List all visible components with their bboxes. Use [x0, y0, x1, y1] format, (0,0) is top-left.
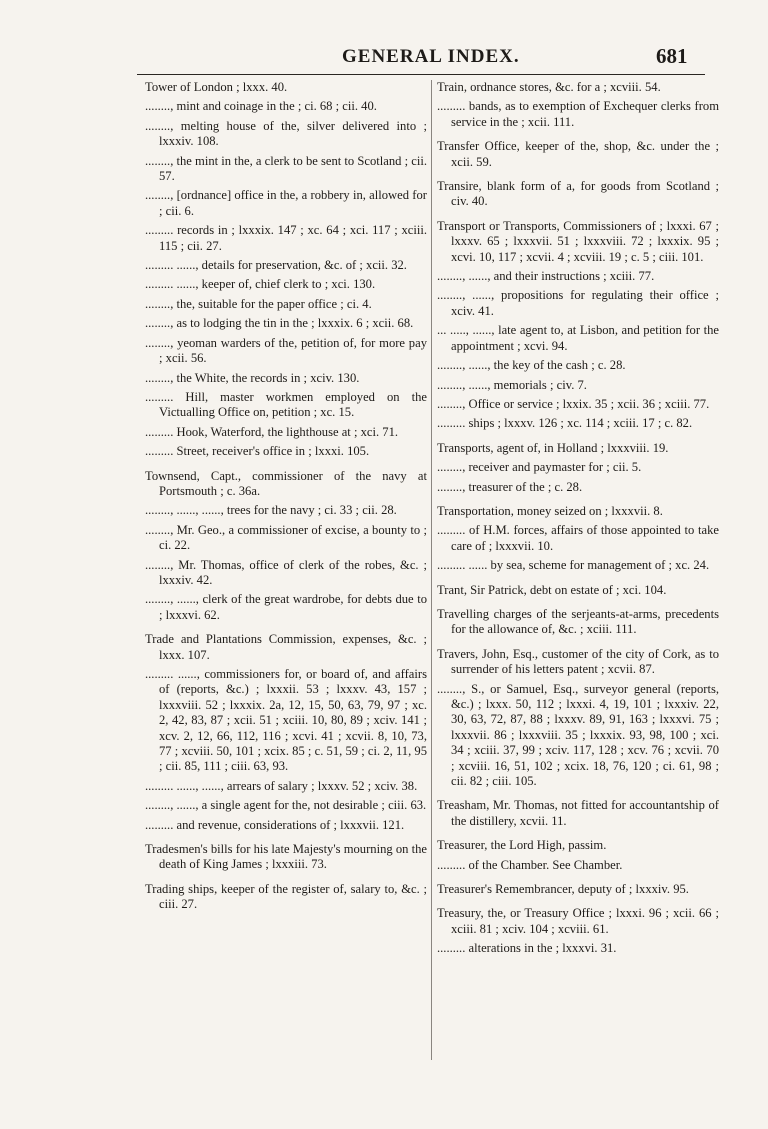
index-entry: Transport or Transports, Commissioners of ; lxxxi. 67 ; lxxxv. 65 ; lxxxvii. 51 ; lxxxviii. 72 ; lxxxix. 95 ; xcvi. 10, 117 ; xcvii. 4 ; xcviii. 19 ; c. 5 ; ciii. 101. [437, 218, 719, 264]
index-entry: ......... Street, receiver's office in ; lxxxi. 105. [145, 444, 370, 459]
index-entry: ........, ......, a single agent for the, not desirable ; ciii. 63. [145, 798, 427, 813]
index-entry: Trading ships, keeper of the register of, salary to, &c. ; ciii. 27. [145, 881, 427, 912]
header-rule [137, 74, 705, 75]
index-entry: ........, ......, propositions for regulating their office ; xciv. 41. [437, 288, 719, 318]
index-entry: Treasurer's Remembrancer, deputy of ; lxxxiv. 95. [437, 882, 689, 897]
index-entry: ........, ......, ......, trees for the navy ; ci. 33 ; cii. 28. [145, 503, 397, 518]
index-entry: Trade and Plantations Commission, expenses, &c. ; lxxx. 107. [145, 632, 427, 662]
index-entry: ........, [ordnance] office in the, a robbery in, allowed for ; cii. 6. [145, 188, 427, 218]
index-entry: Trant, Sir Patrick, debt on estate of ; xci. 104. [437, 582, 667, 597]
index-entry: ... ....., ......, late agent to, at Lisbon, and petition for the appointment ; xcvi. 94. [437, 323, 719, 353]
index-entry: ........, ......, and their instructions ; xciii. 77. [437, 269, 655, 284]
running-head [0, 44, 768, 74]
index-entry: Treasury, the, or Treasury Office ; lxxxi. 96 ; xcii. 66 ; xciii. 81 ; xciv. 104 ; xcviii. 61. [437, 906, 719, 936]
index-entry: Transportation, money seized on ; lxxxvii. 8. [437, 503, 663, 518]
index-entry: ........, ......, memorials ; civ. 7. [437, 377, 587, 392]
index-entry: Travers, John, Esq., customer of the city of Cork, as to surrender of his letters patent ; xcvii. 87. [437, 646, 719, 677]
index-entry: ........, the mint in the, a clerk to be sent to Scotland ; cii. 57. [145, 153, 427, 184]
index-entry: Tradesmen's bills for his late Majesty's mourning on the death of King James ; lxxxiii. 73. [145, 842, 427, 872]
index-entry: ......... ......, details for preservation, &c. of ; xcii. 32. [145, 258, 407, 273]
index-entry: ........, as to lodging the tin in the ; lxxxix. 6 ; xcii. 68. [145, 316, 414, 331]
index-entry: ........, Office or service ; lxxix. 35 ; xcii. 36 ; xciii. 77. [437, 396, 710, 411]
index-entry: ......... and revenue, considerations of ; lxxxvii. 121. [145, 817, 405, 832]
index-entry: ........, yeoman warders of the, petition of, for more pay ; xcii. 56. [145, 335, 427, 366]
index-entry: ........, the, suitable for the paper office ; ci. 4. [145, 296, 372, 311]
index-entry: ......... Hill, master workmen employed on the Victualling Office on, petition ; xc. 15. [145, 389, 427, 420]
index-entry: Transports, agent of, in Holland ; lxxxviii. 19. [437, 440, 669, 455]
page-title: GENERAL INDEX. [342, 46, 520, 67]
index-entry: ......... of H.M. forces, affairs of those appointed to take care of ; lxxxvii. 10. [437, 523, 719, 553]
index-entry: ........, treasurer of the ; c. 28. [437, 479, 583, 494]
index-entry: Treasham, Mr. Thomas, not fitted for accountantship of the distillery, xcvii. 11. [437, 798, 719, 828]
index-entry: Travelling charges of the serjeants-at-arms, precedents for the allowance of, &c. ; xciii. 111. [437, 606, 719, 637]
index-entry: ......... of the Chamber. See Chamber. [437, 857, 623, 872]
index-entry: Tower of London ; lxxx. 40. [145, 80, 288, 94]
index-entry: Townsend, Capt., commissioner of the navy at Portsmouth ; c. 36a. [145, 468, 427, 498]
index-entry: ........, mint and coinage in the ; ci. 68 ; cii. 40. [145, 99, 377, 114]
index-entry: Treasurer, the Lord High, passim. [437, 838, 607, 853]
index-entry: ......... records in ; lxxxix. 147 ; xc. 64 ; xci. 117 ; xciii. 115 ; cii. 27. [145, 223, 427, 253]
index-entry: ........, S., or Samuel, Esq., surveyor general (reports, &c.) ; lxxx. 50, 112 ; lxxxi. 4, 19, 101 ; lxxxiv. 22, 30, 63, 72, 87, 88 ; lxxxv. 89, 91, 163 ; lxxxvi. 75 ; lxxxvii. 86 ; lxxxviii. 35 ; lxxxix. 93, 98, 100 ; xci. 34 ; xciii. 37, 99 ; xciv. 117, 128 ; xcv. 76 ; xcvii. 70 ; xcviii. 16, 51, 102 ; xcix. 18, 76, 120 ; ci. 61, 98 ; cii. 82 ; ciii. 105. [437, 681, 719, 789]
index-entry: ......... alterations in the ; lxxxvi. 31. [437, 941, 617, 956]
index-column-right [437, 80, 719, 961]
index-entry: ......... Hook, Waterford, the lighthouse at ; xci. 71. [145, 424, 399, 439]
index-entry: ......... ......, ......, arrears of salary ; lxxxv. 52 ; xciv. 38. [145, 778, 418, 793]
index-entry: ........, ......, the key of the cash ; c. 28. [437, 358, 626, 373]
index-entry: ......... bands, as to exemption of Exchequer clerks from service in the ; xcii. 111. [437, 99, 719, 129]
index-entry: ........, ......, clerk of the great wardrobe, for debts due to ; lxxxvi. 62. [145, 592, 427, 622]
index-column-left [145, 80, 427, 917]
index-entry: ......... ships ; lxxxv. 126 ; xc. 114 ; xciii. 17 ; c. 82. [437, 416, 693, 431]
index-entry: Train, ordnance stores, &c. for a ; xcviii. 54. [437, 80, 661, 94]
page-number: 681 [656, 44, 688, 68]
index-entry: ........, melting house of the, silver delivered into ; lxxxiv. 108. [145, 118, 427, 149]
index-entry: Transfer Office, keeper of the, shop, &c. under the ; xcii. 59. [437, 139, 719, 169]
index-entry: ........, receiver and paymaster for ; cii. 5. [437, 460, 642, 475]
index-entry: ......... ......, keeper of, chief clerk to ; xci. 130. [145, 277, 376, 292]
index-entry: ......... ......, commissioners for, or board of, and affairs of (reports, &c.) ; lxxxii. 53 ; lxxxv. 43, 157 ; lxxxviii. 52 ; lxxxix. 2a, 12, 15, 50, 63, 79, 97 ; xc. 2, 42, 83, 87 ; xcii. 51 ; xciii. 10, 80, 89 ; xciv. 141 ; xcv. 2, 12, 66, 112, 116 ; xcvi. 41 ; xcvii. 8, 10, 73, 77 ; xcviii. 50, 101 ; xcix. 85 ; c. 51, 59 ; ci. 2, 11, 95 ; cii. 85, 111 ; ciii. 63, 93. [145, 667, 427, 774]
index-entry: ........, the White, the records in ; xciv. 130. [145, 370, 360, 385]
column-divider [431, 80, 432, 1060]
index-entry: ........, Mr. Geo., a commissioner of excise, a bounty to ; ci. 22. [145, 522, 427, 553]
index-entry: ........, Mr. Thomas, office of clerk of the robes, &c. ; lxxxiv. 42. [145, 557, 427, 587]
index-entry: ......... ...... by sea, scheme for management of ; xc. 24. [437, 558, 710, 573]
index-entry: Transire, blank form of a, for goods from Scotland ; civ. 40. [437, 179, 719, 209]
